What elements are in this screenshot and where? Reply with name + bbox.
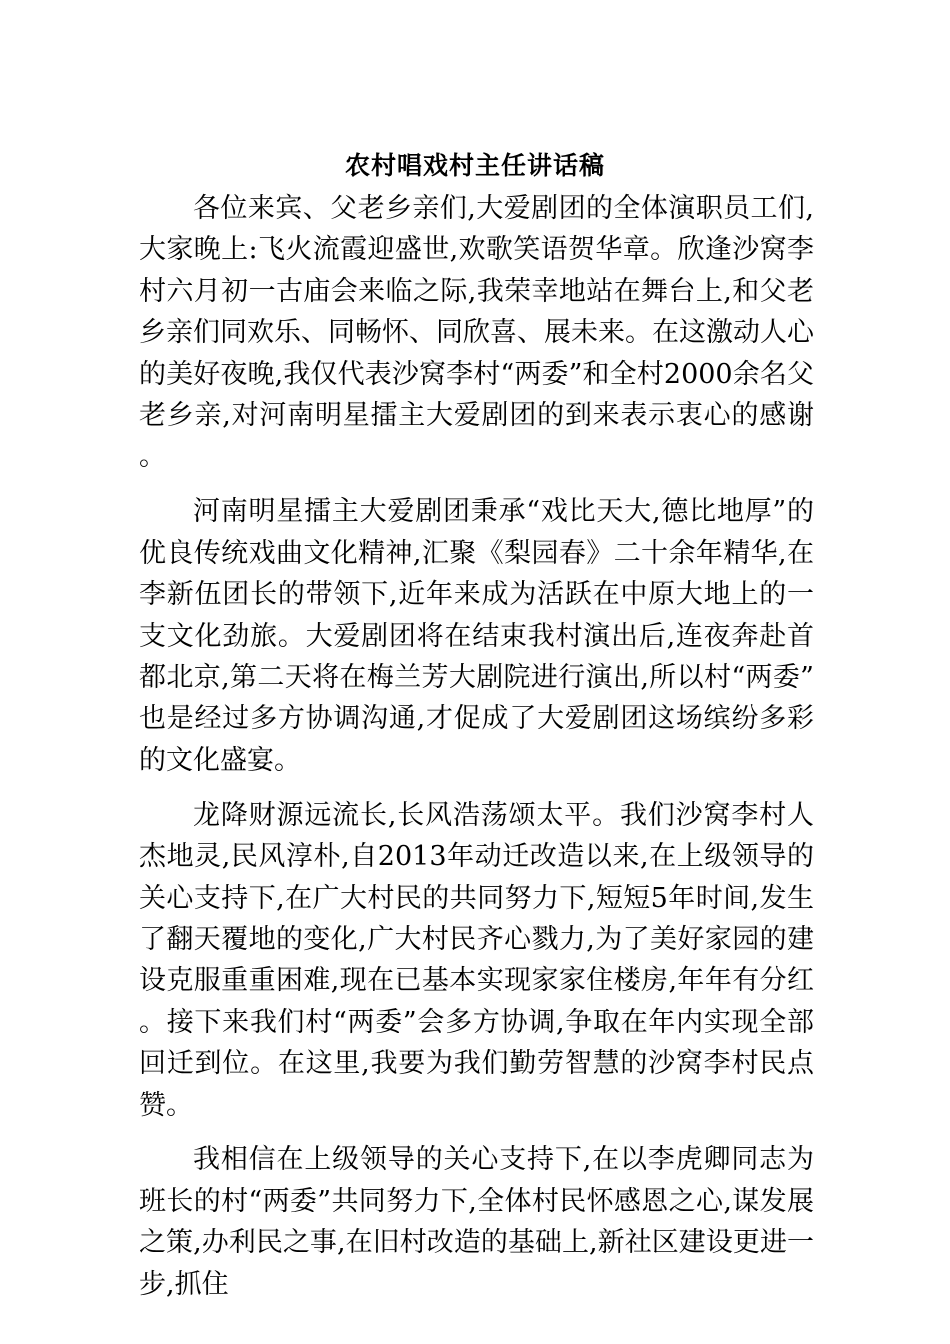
document-body [139, 188, 814, 1319]
paragraph-troupe: 河南明星擂主大爱剧团秉承“戏比天大,德比地厚”的优良传统戏曲文化精神,汇聚《梨园春》二十余年精华,在李新伍团长的带领下,近年来成为活跃在中原大地上的一支文化劲旅。大爱剧团将在结束我村演出后,连夜奔赴首都北京,第二天将在梅兰芳大剧院进行演出,所以村“两委”也是经过多方协调沟通,才促成了大爱剧团这场缤纷多彩的文化盛宴。 [139, 496, 814, 776]
paragraph-greeting: 各位来宾、父老乡亲们,大爱剧团的全体演职员工们,大家晚上:飞火流霞迎盛世,欢歌笑语贺华章。欣逢沙窝李村六月初一古庙会来临之际,我荣幸地站在舞台上,和父老乡亲们同欢乐、同畅怀、同欣喜、展未来。在这激动人心的美好夜晚,我仅代表沙窝李村“两委”和全村2000余名父老乡亲,对河南明星擂主大爱剧团的到来表示衷心的感谢。 [139, 193, 814, 473]
paragraph-village-development: 龙降财源远流长,长风浩荡颂太平。我们沙窝李村人杰地灵,民风淳朴,自2013年动迁改造以来,在上级领导的关心支持下,在广大村民的共同努力下,短短5年时间,发生了翻天覆地的变化,广大村民齐心戮力,为了美好家园的建设克服重重困难,现在已基本实现家家住楼房,年年有分红。接下来我们村“两委”会多方协调,争取在年内实现全部回迁到位。在这里,我要为我们勤劳智慧的沙窝李村民点赞。 [139, 799, 814, 1121]
document-title: 农村唱戏村主任讲话稿 [344, 151, 605, 180]
paragraph-outlook: 我相信在上级领导的关心支持下,在以李虎卿同志为班长的村“两委”共同努力下,全体村民怀感恩之心,谋发展之策,办利民之事,在旧村改造的基础上,新社区建设更进一步,抓住 [139, 1144, 814, 1300]
